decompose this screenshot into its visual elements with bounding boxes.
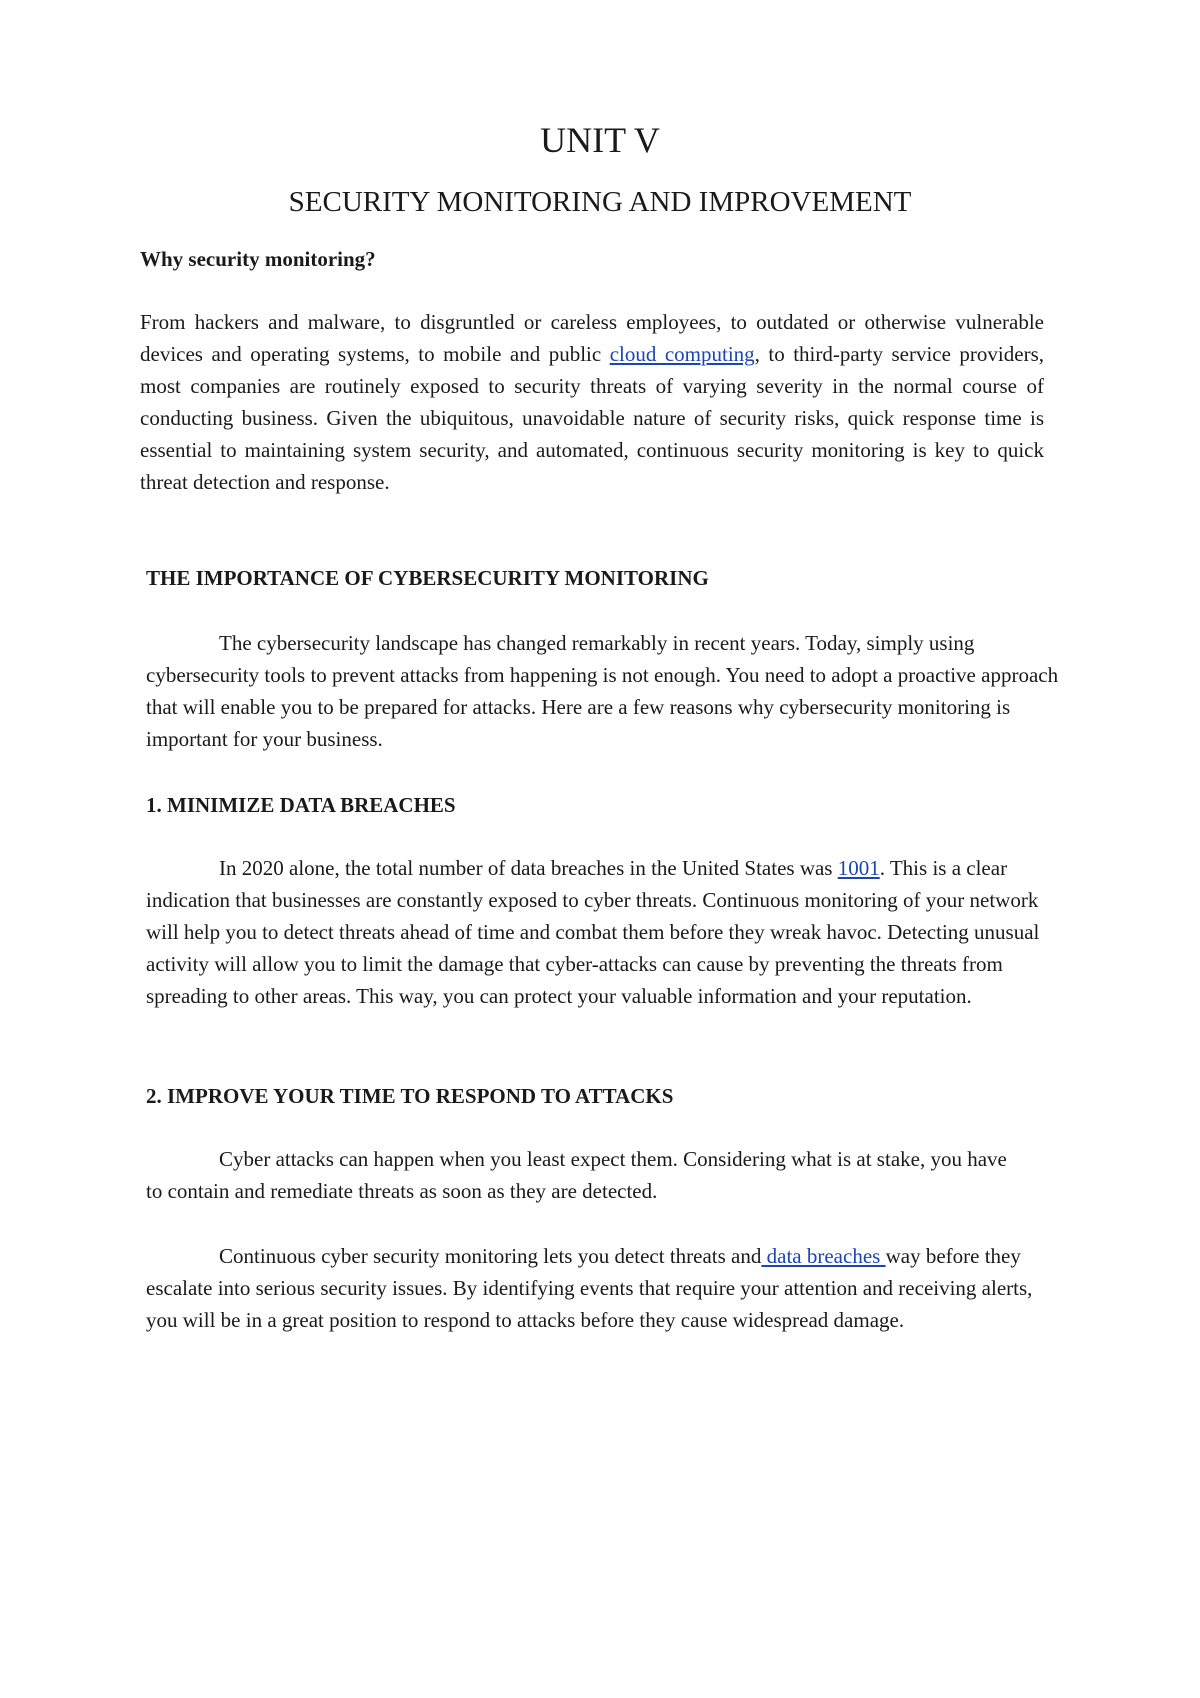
section-2-text-start: Continuous cyber security monitoring lets you detect threats and — [219, 1244, 762, 1268]
document-title: SECURITY MONITORING AND IMPROVEMENT — [288, 186, 912, 218]
section-1-paragraph — [146, 852, 1066, 1012]
section-2-paragraph-2 — [146, 1240, 1066, 1336]
section-2-text-end: way before they escalate into serious security issues. By identifying events that require your attention and receiving alerts, you will be in a great position to respond to attacks before they cause widespread damage. — [146, 1244, 1033, 1332]
section-1-text-start: In 2020 alone, the total number of data breaches in the United States was — [219, 856, 838, 880]
section-2-heading: 2. IMPROVE YOUR TIME TO RESPOND TO ATTACKS — [146, 1084, 674, 1108]
cloud-computing-link[interactable]: cloud computing — [609, 342, 755, 366]
section-2-paragraph-1: Cyber attacks can happen when you least expect them. Considering what is at stake, you have to contain and remediate threats as soon as they are detected. — [146, 1147, 1007, 1203]
section-1-heading: 1. MINIMIZE DATA BREACHES — [146, 793, 456, 817]
data-breaches-link[interactable]: data breaches — [761, 1244, 886, 1268]
why-paragraph — [140, 306, 1044, 498]
importance-paragraph: The cybersecurity landscape has changed remarkably in recent years. Today, simply using cybersecurity tools to prevent attacks from happening is not enough. You need to adopt a proactive approach that will enable you to be prepared for attacks. Here are a few reasons why cybersecurity monitoring is important for your business. — [146, 631, 1059, 751]
why-text-end: , to third-party service providers, most companies are routinely exposed to security threats of varying severity in the normal course of conducting business. Given the ubiquitous, unavoidable nature of security risks, quick response time is essential to maintaining system security, and automated, continuous security monitoring is key to quick threat detection and response. — [140, 342, 1044, 494]
why-text-start: From hackers and malware, to disgruntled or careless employees, to outdated or otherwise vulnerable devices and operating systems, to mobile and public — [140, 310, 1044, 366]
unit-title: UNIT V — [540, 120, 660, 160]
why-heading: Why security monitoring? — [140, 247, 376, 271]
breach-count-link[interactable]: 1001 — [837, 856, 880, 880]
section-1-text-end: . This is a clear indication that businesses are constantly exposed to cyber threats. Continuous monitoring of your network will help you to detect threats ahead of time and combat them before they wreak havoc. Detecting unusual activity will allow you to limit the damage that cyber-attacks can cause by preventing the threats from spreading to other areas. This way, you can protect your valuable information and your reputation. — [146, 856, 1040, 1008]
importance-heading: THE IMPORTANCE OF CYBERSECURITY MONITORING — [146, 566, 709, 590]
